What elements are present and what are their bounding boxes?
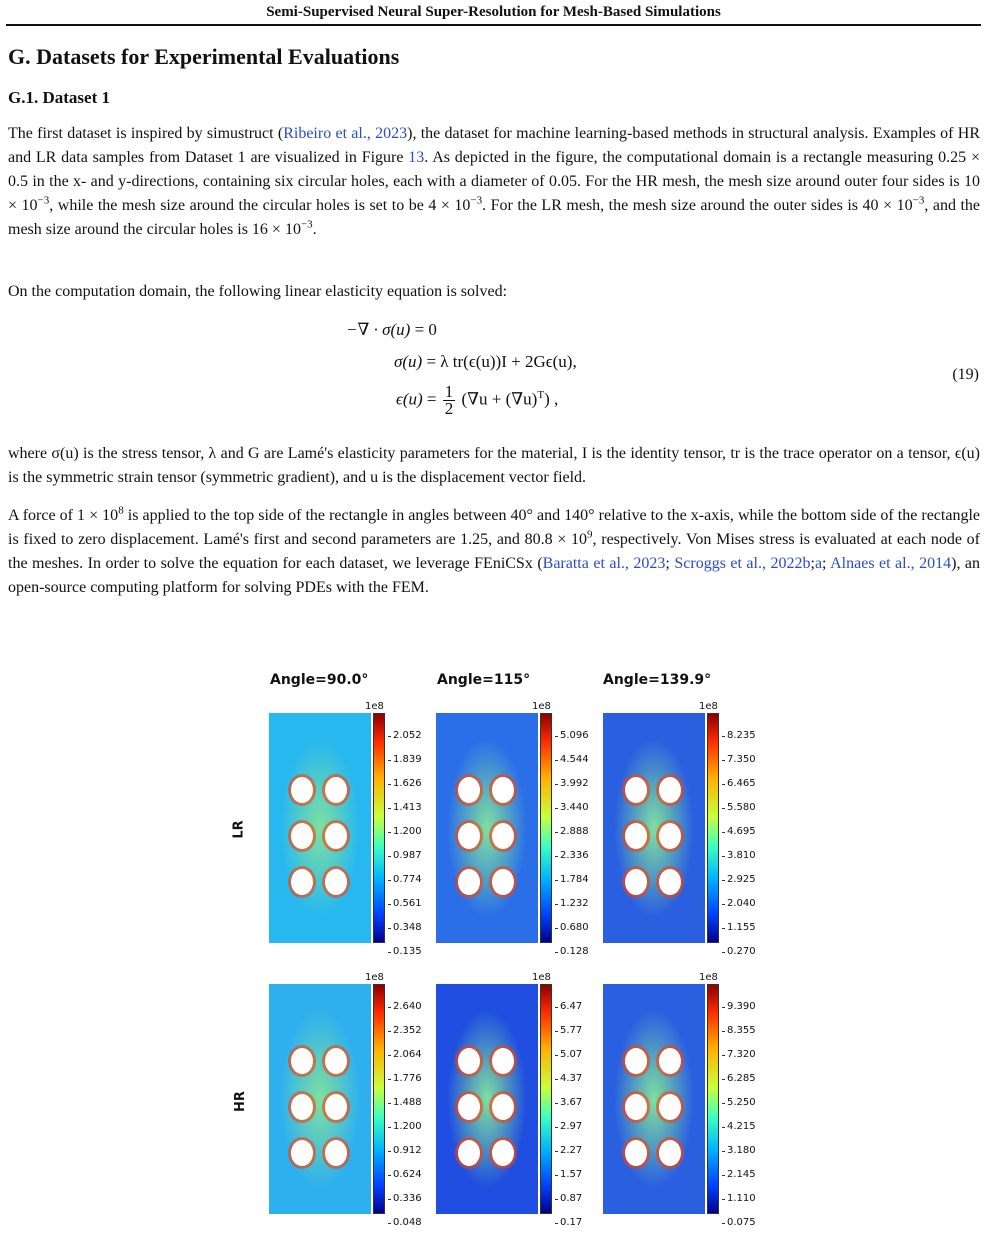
circular-hole bbox=[625, 869, 647, 895]
circular-hole bbox=[625, 777, 647, 803]
circular-hole bbox=[625, 1048, 647, 1074]
colorbar-tick-label: 0.680 bbox=[560, 922, 589, 933]
subsection-title: G.1. Dataset 1 bbox=[8, 88, 110, 107]
colorbar-tick-label: 9.390 bbox=[727, 1001, 756, 1012]
equation-block: −∇ · σ(u) = 0 σ(u) = λ tr(ϵ(u))I + 2Gϵ(u), ϵ(u) = $\frac{1}{2}$ $(\nabla u + (\nabla u)^T)$ , (19) bbox=[346, 320, 979, 418]
colorbar-lr-3 bbox=[707, 713, 719, 943]
citation-alnaes[interactable]: Alnaes et al., 2014 bbox=[830, 555, 952, 572]
figure-reference[interactable]: 13 bbox=[408, 149, 425, 166]
colorbar-exponent: 1e8 bbox=[699, 972, 718, 983]
colorbar-tick-label: 1.57 bbox=[560, 1169, 583, 1180]
eq1-lhs: −∇ · σ(u) bbox=[346, 320, 411, 339]
colorbar-tick-label: 2.97 bbox=[560, 1121, 583, 1132]
circular-hole bbox=[625, 1140, 647, 1166]
colorbar-tick-label: 2.888 bbox=[560, 826, 589, 837]
circular-hole bbox=[291, 1048, 313, 1074]
colorbar-tick-label: 5.250 bbox=[727, 1097, 756, 1108]
circular-hole bbox=[458, 777, 480, 803]
colorbar-tick-label: 1.839 bbox=[393, 754, 422, 765]
circular-hole bbox=[325, 1140, 347, 1166]
circular-hole bbox=[325, 823, 347, 849]
circular-hole bbox=[291, 823, 313, 849]
colorbar-exponent: 1e8 bbox=[365, 972, 384, 983]
colorbar-tick-label: 0.128 bbox=[560, 946, 589, 957]
paragraph-equation-terms: where σ(u) is the stress tensor, λ and G are Lamé's elasticity parameters for the material, I is the identity tensor, tr is the trace operator on a tensor, ϵ(u) is the symmetric strain tensor (symmetric gradient), and u is the displacement vector field. bbox=[8, 445, 980, 486]
stress-panel-lr-2 bbox=[436, 713, 538, 943]
circular-hole bbox=[492, 869, 514, 895]
colorbar-tick-label: 8.235 bbox=[727, 730, 756, 741]
colorbar-tick-label: 2.27 bbox=[560, 1145, 583, 1156]
circular-hole bbox=[625, 823, 647, 849]
colorbar-tick-label: 0.336 bbox=[393, 1193, 422, 1204]
colorbar-tick-label: 2.040 bbox=[727, 898, 756, 909]
col-title-139-9: Angle=139.9° bbox=[603, 672, 712, 688]
colorbar-tick-label: 0.912 bbox=[393, 1145, 422, 1156]
colorbar-tick-label: 1.488 bbox=[393, 1097, 422, 1108]
colorbar-exponent: 1e8 bbox=[699, 701, 718, 712]
colorbar-lr-1 bbox=[373, 713, 385, 943]
circular-hole bbox=[625, 1094, 647, 1120]
stress-panel-hr-2 bbox=[436, 984, 538, 1214]
colorbar-tick-label: 5.580 bbox=[727, 802, 756, 813]
circular-hole bbox=[291, 869, 313, 895]
colorbar-tick-label: 2.145 bbox=[727, 1169, 756, 1180]
circular-hole bbox=[458, 823, 480, 849]
colorbar-tick-label: 0.17 bbox=[560, 1217, 583, 1228]
citation-scroggs-a[interactable]: a bbox=[814, 555, 823, 572]
circular-hole bbox=[458, 1048, 480, 1074]
circular-hole bbox=[659, 869, 681, 895]
colorbar-tick-label: 2.336 bbox=[560, 850, 589, 861]
circular-hole bbox=[325, 869, 347, 895]
row-label-hr: HR bbox=[232, 1091, 248, 1112]
colorbar-tick-label: 4.695 bbox=[727, 826, 756, 837]
col-title-115: Angle=115° bbox=[437, 672, 531, 688]
colorbar-tick-label: 1.413 bbox=[393, 802, 422, 813]
colorbar-tick-label: 7.320 bbox=[727, 1049, 756, 1060]
colorbar-hr-1 bbox=[373, 984, 385, 1214]
colorbar-tick-label: 0.048 bbox=[393, 1217, 422, 1228]
colorbar-tick-label: 5.77 bbox=[560, 1025, 583, 1036]
colorbar-tick-label: 3.440 bbox=[560, 802, 589, 813]
colorbar-tick-label: 0.270 bbox=[727, 946, 756, 957]
colorbar-tick-label: 4.544 bbox=[560, 754, 589, 765]
colorbar-tick-label: 2.064 bbox=[393, 1049, 422, 1060]
colorbar-tick-label: 3.180 bbox=[727, 1145, 756, 1156]
colorbar-tick-label: 1.776 bbox=[393, 1073, 422, 1084]
colorbar-tick-label: 3.810 bbox=[727, 850, 756, 861]
colorbar-tick-label: 1.784 bbox=[560, 874, 589, 885]
col-title-90: Angle=90.0° bbox=[270, 672, 369, 688]
colorbar-lr-2 bbox=[540, 713, 552, 943]
circular-hole bbox=[492, 1048, 514, 1074]
colorbar-tick-label: 1.200 bbox=[393, 826, 422, 837]
colorbar-tick-label: 8.355 bbox=[727, 1025, 756, 1036]
colorbar-tick-label: 6.465 bbox=[727, 778, 756, 789]
colorbar-tick-label: 1.110 bbox=[727, 1193, 756, 1204]
colorbar-tick-label: 0.774 bbox=[393, 874, 422, 885]
circular-hole bbox=[492, 777, 514, 803]
colorbar-tick-label: 1.155 bbox=[727, 922, 756, 933]
colorbar-tick-label: 1.232 bbox=[560, 898, 589, 909]
colorbar-tick-label: 0.135 bbox=[393, 946, 422, 957]
colorbar-tick-label: 2.640 bbox=[393, 1001, 422, 1012]
colorbar-tick-label: 0.987 bbox=[393, 850, 422, 861]
equation-number: (19) bbox=[952, 366, 979, 383]
eq2-lhs: σ(u) bbox=[394, 352, 423, 371]
paragraph-force-description: A force of $1 \times 10^8$ is applied to the top side of the rectangle in angles between 40° and 140° relative to the x-axis, while the bottom side of the rectangle is fixed to zero displacement. Lamé's first and second parameters are 1.25, and $80.8 \times 10^9$, respectively. Von Mises stress is evaluated at each node of the meshes. In order to solve the equation for each dataset, we leverage FEniCSx (Baratta et al., 2023; Scroggs et al., 2022b;a; Alnaes et al., 2014), an open-source computing platform for solving PDEs with the FEM. bbox=[8, 504, 981, 596]
stress-panel-hr-3 bbox=[603, 984, 705, 1214]
colorbar-exponent: 1e8 bbox=[365, 701, 384, 712]
colorbar-tick-label: 3.992 bbox=[560, 778, 589, 789]
stress-panel-hr-1 bbox=[269, 984, 371, 1214]
stress-panel-lr-1 bbox=[269, 713, 371, 943]
circular-hole bbox=[659, 1048, 681, 1074]
circular-hole bbox=[291, 1140, 313, 1166]
colorbar-tick-label: 5.096 bbox=[560, 730, 589, 741]
circular-hole bbox=[492, 1140, 514, 1166]
circular-hole bbox=[325, 1048, 347, 1074]
colorbar-exponent: 1e8 bbox=[532, 972, 551, 983]
circular-hole bbox=[492, 1094, 514, 1120]
circular-hole bbox=[291, 1094, 313, 1120]
circular-hole bbox=[659, 1094, 681, 1120]
eq1-rhs: = 0 bbox=[414, 320, 437, 339]
circular-hole bbox=[659, 823, 681, 849]
colorbar-tick-label: 6.285 bbox=[727, 1073, 756, 1084]
colorbar-tick-label: 0.075 bbox=[727, 1217, 756, 1228]
stress-panel-lr-3 bbox=[603, 713, 705, 943]
colorbar-tick-label: 0.624 bbox=[393, 1169, 422, 1180]
eq2-rhs: = λ tr(ϵ(u))I + 2Gϵ(u), bbox=[426, 352, 577, 371]
eq3-fraction: $\frac{1}{2}$ bbox=[444, 382, 454, 418]
circular-hole bbox=[659, 777, 681, 803]
circular-hole bbox=[458, 1094, 480, 1120]
colorbar-hr-3 bbox=[707, 984, 719, 1214]
colorbar-tick-label: 0.348 bbox=[393, 922, 422, 933]
colorbar-exponent: 1e8 bbox=[532, 701, 551, 712]
colorbar-tick-label: 7.350 bbox=[727, 754, 756, 765]
colorbar-hr-2 bbox=[540, 984, 552, 1214]
colorbar-tick-label: 4.37 bbox=[560, 1073, 583, 1084]
colorbar-tick-label: 1.200 bbox=[393, 1121, 422, 1132]
colorbar-tick-label: 6.47 bbox=[560, 1001, 583, 1012]
citation-ribeiro[interactable]: Ribeiro et al., 2023 bbox=[283, 125, 408, 142]
colorbar-tick-label: 0.561 bbox=[393, 898, 422, 909]
colorbar-tick-label: 5.07 bbox=[560, 1049, 583, 1060]
paragraph-equation-intro: On the computation domain, the following linear elasticity equation is solved: bbox=[8, 283, 508, 300]
colorbar-tick-label: 3.67 bbox=[560, 1097, 583, 1108]
eq3-lhs: ϵ(u) bbox=[396, 389, 423, 409]
citation-scroggs-b[interactable]: Scroggs et al., 2022b bbox=[674, 555, 811, 572]
circular-hole bbox=[291, 777, 313, 803]
colorbar-tick-label: 0.87 bbox=[560, 1193, 583, 1204]
running-header: Semi-Supervised Neural Super-Resolution for Mesh-Based Simulations bbox=[266, 4, 721, 20]
header-rule bbox=[6, 24, 981, 26]
citation-baratta[interactable]: Baratta et al., 2023 bbox=[542, 555, 666, 572]
circular-hole bbox=[492, 823, 514, 849]
circular-hole bbox=[325, 777, 347, 803]
circular-hole bbox=[325, 1094, 347, 1120]
colorbar-tick-label: 4.215 bbox=[727, 1121, 756, 1132]
eq3-rhs: (∇u + (∇u) bbox=[461, 389, 538, 409]
circular-hole bbox=[458, 1140, 480, 1166]
row-label-lr: LR bbox=[231, 820, 247, 839]
colorbar-tick-label: 1.626 bbox=[393, 778, 422, 789]
section-title: G. Datasets for Experimental Evaluations bbox=[8, 44, 400, 69]
paragraph-dataset-intro: The first dataset is inspired by simustruct (Ribeiro et al., 2023), the dataset for machine learning-based methods in structural analysis. Examples of HR and LR data samples from Dataset 1 are visualized in Figure 13. As depicted in the figure, the computational domain is a rectangle measuring 0.25 × 0.5 in the x- and y-directions, containing six circular holes, each with a diameter of 0.05. For the HR mesh, the mesh size around outer four sides is $10 \times 10^{-3}$, while the mesh size around the circular holes is set to be $4 \times 10^{-3}$. For the LR mesh, the mesh size around the outer sides is $40 \times 10^{-3}$, and the mesh size around the circular holes is $16 \times 10^{-3}$. bbox=[8, 125, 981, 238]
colorbar-tick-label: 2.352 bbox=[393, 1025, 422, 1036]
circular-hole bbox=[458, 869, 480, 895]
colorbar-tick-label: 2.052 bbox=[393, 730, 422, 741]
circular-hole bbox=[659, 1140, 681, 1166]
colorbar-tick-label: 2.925 bbox=[727, 874, 756, 885]
